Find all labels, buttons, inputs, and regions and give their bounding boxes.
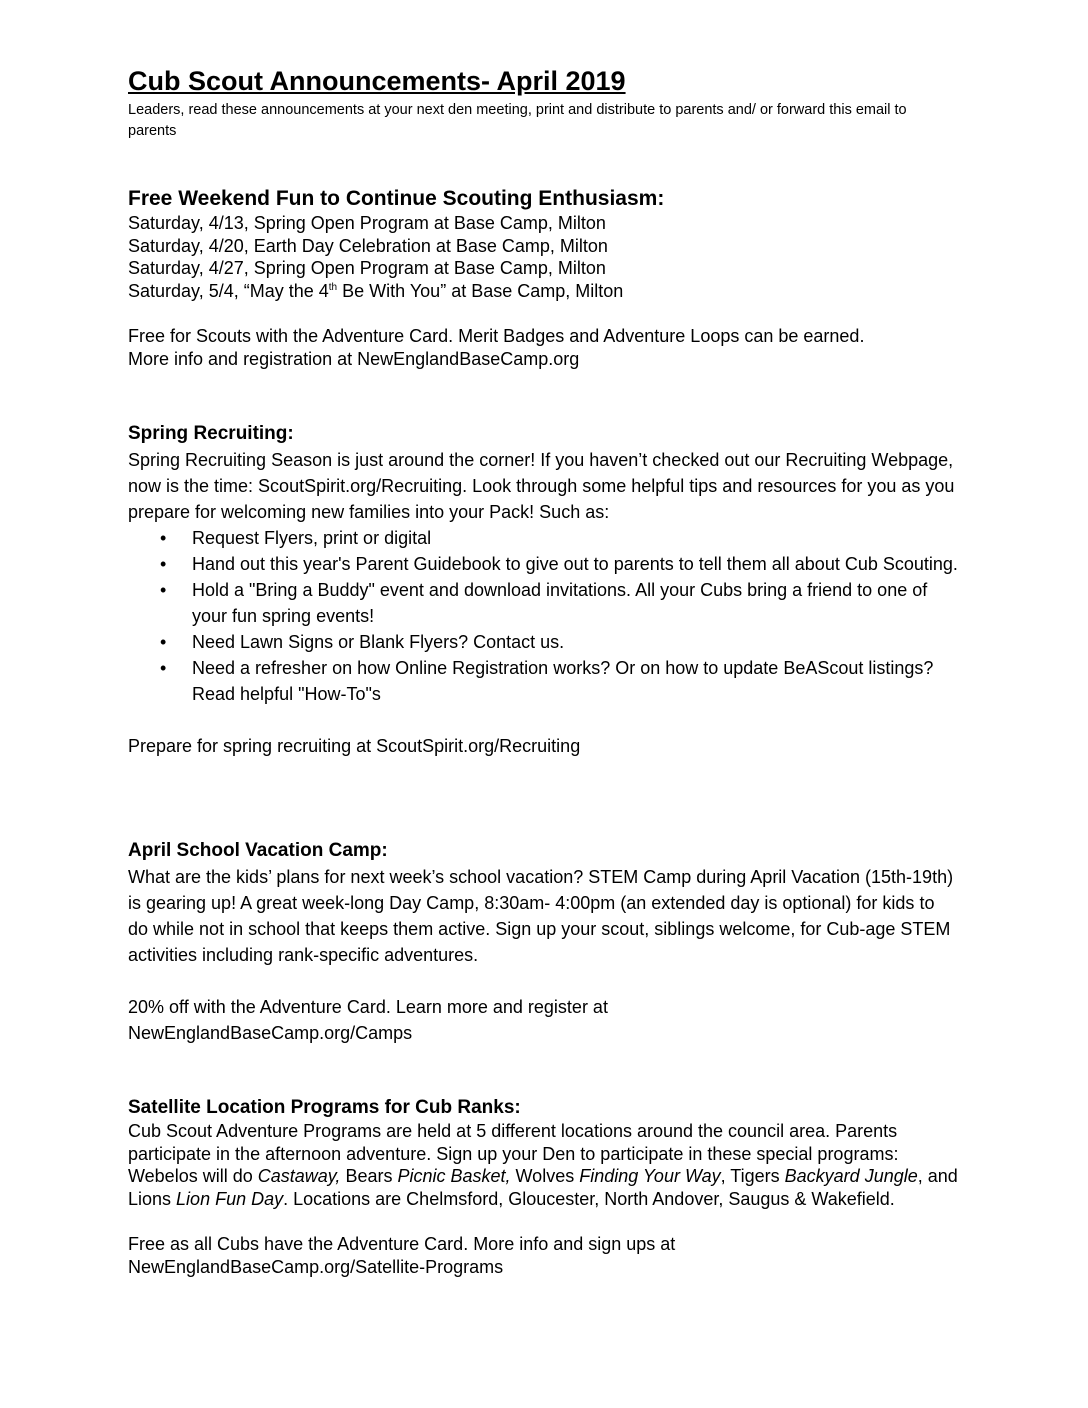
recruiting-body: Spring Recruiting Season is just around the corner! If you haven’t checked out our Recruiting Webpage, now is the time: ScoutSpirit.org/Recruiting. Look through some helpful tips and resources for you as you prepare for welcoming new families into your Pack! Such as: (128, 450, 955, 522)
list-item: • Need Lawn Signs or Blank Flyers? Contact us. (128, 629, 958, 655)
program-name: Lion Fun Day (176, 1188, 284, 1209)
vacation-note: 20% off with the Adventure Card. Learn more and register at NewEnglandBaseCamp.org/Camps (128, 997, 608, 1043)
event-superscript: th (328, 281, 338, 293)
program-name: Castaway, (257, 1166, 341, 1186)
event-item: Saturday, 4/20, Earth Day Celebration at Base Camp, Milton (128, 235, 608, 256)
vacation-heading: April School Vacation Camp: (128, 840, 388, 861)
satellite-body: Cub Scout Adventure Programs are held at 5 different locations around the council area. Parents participate in the afternoon adventure. Sign up your Den to participate in these special programs: Webelos will do Castaway, Bears Picnic Basket, Wolves Finding Your Way, Tigers Backyard Jungle, and Lions Lion Fun Day. Locations are Chelmsford, Gloucester, North Andover, Saugus & Wakefield. (128, 1121, 958, 1209)
list-item: • Hold a "Bring a Buddy" event and download invitations. All your Cubs bring a friend to one of your fun spring events! (128, 577, 958, 629)
event-text: Be With You” at Base Camp, Milton (337, 280, 624, 301)
vacation-body: What are the kids’ plans for next week’s school vacation? STEM Camp during April Vacation (15th-19th) is gearing up! A great week-long Day Camp, 8:30am- 4:00pm (an extended day is optional) for kids to do while not in school that keeps them active. Sign up your scout, siblings welcome, for Cub-age STEM activities including rank-specific adventures. (128, 867, 954, 965)
recruiting-closing: Prepare for spring recruiting at ScoutSpirit.org/Recruiting (128, 736, 581, 756)
satellite-link-text: NewEnglandBaseCamp.org/Satellite-Programs (128, 1256, 504, 1277)
satellite-heading: Satellite Location Programs for Cub Ranks: (128, 1097, 521, 1118)
program-name: Backyard Jungle (784, 1166, 918, 1186)
satellite-section (128, 1096, 958, 1278)
list-item: • Need a refresher on how Online Registration works? Or on how to update BeAScout listings? Read helpful "How-To"s (128, 655, 958, 707)
event-text: Saturday, 5/4, “May the 4 (128, 280, 329, 301)
list-item: • Request Flyers, print or digital (128, 525, 958, 551)
program-name: Picnic Basket, (397, 1166, 511, 1186)
list-item: • Hand out this year's Parent Guidebook to give out to parents to tell them all about Cub Scouting. (128, 551, 958, 577)
weekend-heading: Free Weekend Fun to Continue Scouting Enthusiasm: (128, 187, 665, 210)
weekend-note: Free for Scouts with the Adventure Card. Merit Badges and Adventure Loops can be earned. (128, 326, 865, 346)
bullet-icon: • (160, 580, 167, 600)
bullet-icon: • (160, 528, 167, 548)
program-name: Finding Your Way (579, 1166, 721, 1186)
weekend-registration-note: More info and registration at NewEnglandBaseCamp.org (128, 348, 580, 369)
recruiting-heading: Spring Recruiting: (128, 423, 294, 444)
bullet-icon: • (160, 554, 167, 574)
intro-text: Leaders, read these announcements at your next den meeting, print and distribute to parents and/ or forward this email to parents (128, 102, 907, 139)
event-item: Saturday, 4/27, Spring Open Program at Base Camp, Milton (128, 258, 606, 278)
bullet-icon: • (160, 632, 167, 652)
recruiting-section (128, 421, 958, 759)
page-title: Cub Scout Announcements- April 2019 (128, 66, 626, 96)
bullet-icon: • (160, 658, 167, 678)
weekend-section (128, 186, 958, 370)
document-header (128, 64, 958, 142)
vacation-section (128, 838, 958, 1046)
event-item (128, 280, 958, 303)
event-item: Saturday, 4/13, Spring Open Program at Base Camp, Milton (128, 213, 606, 233)
satellite-note: Free as all Cubs have the Adventure Card. More info and sign ups at (128, 1234, 676, 1254)
recruiting-list (128, 525, 958, 707)
